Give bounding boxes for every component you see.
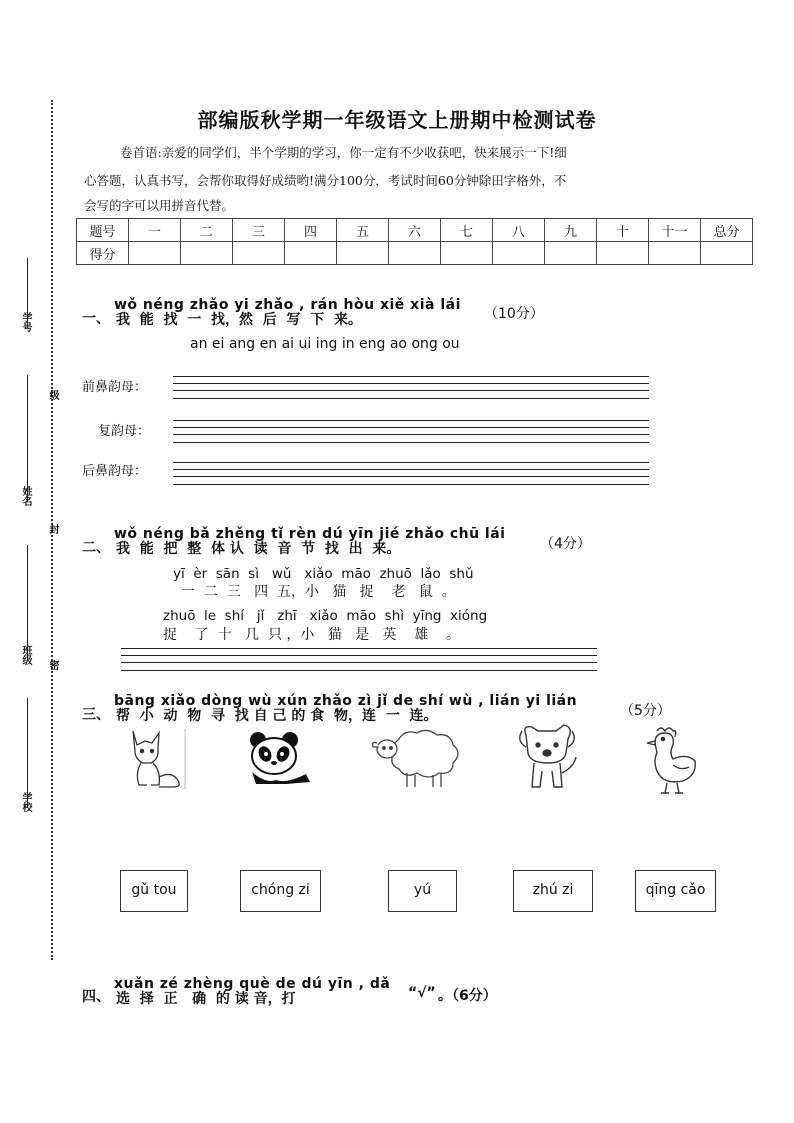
sentence2-pinyin: zhuō le shí jǐ zhī xiǎo māo shì yīng xióng (163, 608, 488, 624)
sentence1-pinyin: yī èr sān sì wǔ xiǎo māo zhuō lǎo shǔ (173, 566, 474, 582)
score-cell: 九 (545, 219, 597, 242)
score-cell: 十一 (649, 219, 701, 242)
class-label: 班级 (20, 645, 31, 665)
score-input-cell[interactable] (337, 242, 389, 265)
section2-hanzi: 我 能 把 整 体 认 读 音 节 找 出 来。 (116, 541, 401, 557)
section1-pinyin: wǒ néng zhǎo yi zhǎo , rán hòu xiě xià lái (114, 297, 461, 313)
score-table-score-row (77, 242, 753, 265)
section1-score: （10分） (484, 306, 544, 322)
front-nasal-label: 前鼻韵母： (82, 380, 148, 395)
score-cell: 五 (337, 219, 389, 242)
section3-score: （5分） (620, 703, 671, 719)
back-nasal-writing-lines[interactable] (173, 462, 649, 485)
score-cell: 一 (129, 219, 181, 242)
panda-icon[interactable] (246, 730, 312, 784)
section1-hanzi: 我 能 找 一 找，然 后 写 下 来。 (116, 312, 362, 328)
score-row-label: 得分 (77, 242, 129, 265)
chicken-icon[interactable] (643, 725, 699, 795)
score-input-cell[interactable] (701, 242, 753, 265)
sentence2-hanzi: 捉 了 十 几 只 ，小 猫 是 英 雄 。 (163, 627, 461, 643)
section4-pinyin: xuǎn zé zhèng què de dú yīn , dǎ (114, 976, 391, 992)
sheep-icon[interactable] (371, 727, 463, 789)
food-box-bone[interactable]: gǔ tou (120, 870, 188, 912)
compound-vowel-writing-lines[interactable] (173, 420, 649, 443)
score-cell: 七 (441, 219, 493, 242)
class-line[interactable] (27, 545, 28, 660)
cat-icon[interactable] (125, 727, 191, 789)
section3-hanzi: 帮 小 动 物 寻 找 自 己 的 食 物，连 一 连。 (116, 708, 438, 724)
score-cell: 六 (389, 219, 441, 242)
dog-icon[interactable] (516, 723, 580, 793)
section2-number: 二、 (82, 540, 110, 556)
score-input-cell[interactable] (389, 242, 441, 265)
score-input-cell[interactable] (233, 242, 285, 265)
seal-char-feng: 封 (47, 524, 58, 534)
food-box-grass[interactable]: qīng cǎo (635, 870, 716, 912)
intro-line-3: 会写的字可以用拼音代替。 (84, 198, 235, 213)
seal-char-mi: 密 (47, 660, 58, 670)
intro-line-1: 卷首语:亲爱的同学们，半个学期的学习，你一定有不少收获吧，快来展示一下!细 (120, 145, 567, 160)
section3-pinyin: bāng xiǎo dòng wù xún zhǎo zì jǐ de shí wù , lián yi lián (114, 693, 578, 709)
score-input-cell[interactable] (181, 242, 233, 265)
section4-score: 。（6分） (438, 988, 497, 1004)
section2-pinyin: wǒ néng bǎ zhěng tǐ rèn dú yīn jié zhǎo chū lái (114, 526, 506, 542)
back-nasal-label: 后鼻韵母： (82, 464, 148, 479)
score-table-header-row (77, 219, 753, 242)
intro-line-2: 心答题，认真书写，会帮你取得好成绩哟!满分100分，考试时间60分钟除田字格外，不 (84, 173, 567, 188)
food-box-bamboo[interactable]: zhú zi (513, 870, 593, 912)
section2-score: （4分） (540, 536, 591, 552)
score-cell: 题号 (77, 219, 129, 242)
score-input-cell[interactable] (597, 242, 649, 265)
sentence1-hanzi: 一 二 三 四 五，小 猫 捉 老 鼠 。 (181, 584, 456, 600)
score-table (76, 218, 753, 265)
page-title: 部编版秋学期一年级语文上册期中检测试卷 (197, 108, 597, 132)
name-line[interactable] (27, 375, 28, 500)
food-box-fish[interactable]: yú (388, 870, 457, 912)
score-input-cell[interactable] (129, 242, 181, 265)
food-box-worm[interactable]: chóng zi (240, 870, 321, 912)
score-cell: 总分 (701, 219, 753, 242)
section4-tick: “√” (408, 985, 436, 1001)
score-cell: 十 (597, 219, 649, 242)
score-input-cell[interactable] (649, 242, 701, 265)
score-cell: 三 (233, 219, 285, 242)
score-cell: 八 (493, 219, 545, 242)
section4-number: 四、 (82, 989, 110, 1005)
name-label: 姓名 (20, 486, 31, 506)
school-label: 学校 (20, 792, 31, 812)
section3-number: 三、 (82, 707, 110, 723)
section1-options: an ei ang en ai ui ing in eng ao ong ou (190, 336, 460, 352)
section4-hanzi: 选 择 正 确 的 读 音，打 (116, 991, 296, 1007)
compound-vowel-label: 复韵母： (98, 424, 151, 439)
section2-writing-lines[interactable] (121, 648, 597, 671)
student-id-label: 学号 (20, 312, 31, 332)
score-input-cell[interactable] (545, 242, 597, 265)
front-nasal-writing-lines[interactable] (173, 376, 649, 399)
score-input-cell[interactable] (441, 242, 493, 265)
seal-char-class: 级 (47, 390, 58, 400)
score-input-cell[interactable] (493, 242, 545, 265)
score-cell: 四 (285, 219, 337, 242)
section1-number: 一、 (82, 311, 110, 327)
score-cell: 二 (181, 219, 233, 242)
score-input-cell[interactable] (285, 242, 337, 265)
